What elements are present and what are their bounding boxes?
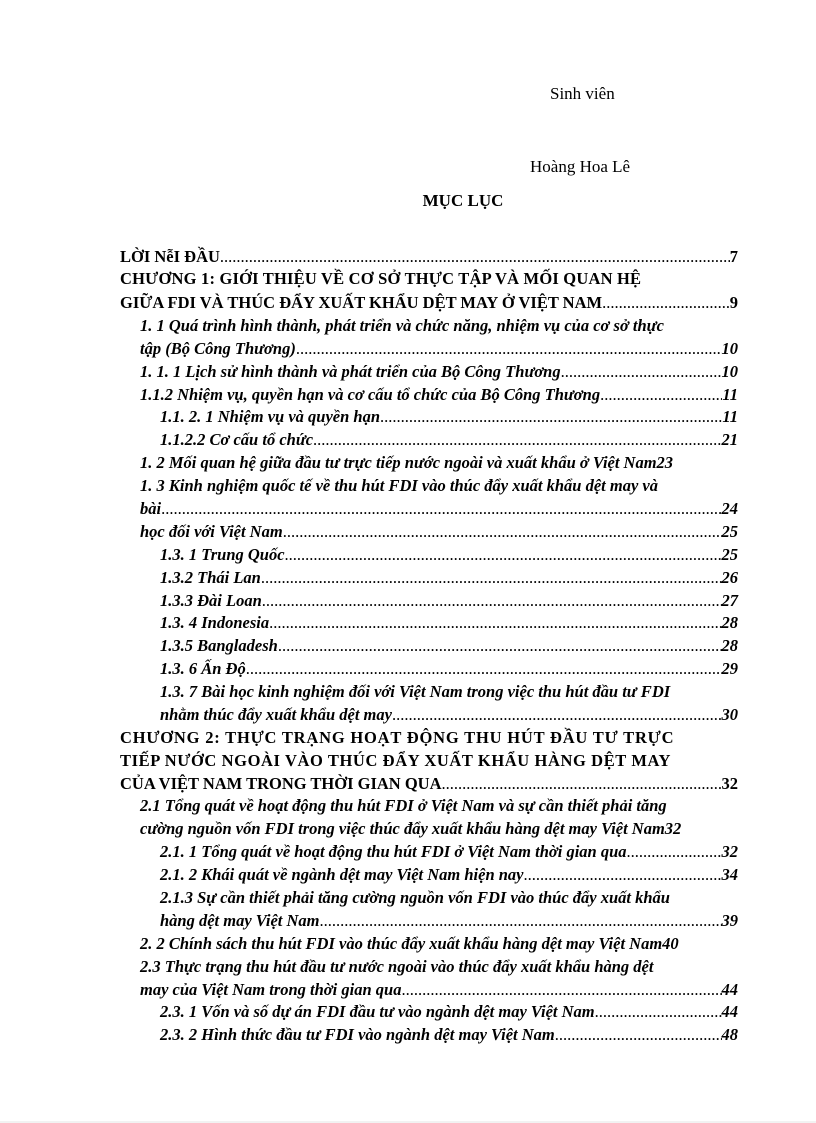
- toc-entry[interactable]: cường nguồn vốn FDI trong việc thúc đẩy xuất khẩu hàng dệt may Việt Nam32: [140, 819, 682, 838]
- toc-entry[interactable]: 2.1. 1 Tổng quát về hoạt động thu hút FDI ở Việt Nam thời gian qua ..... 32: [160, 840, 738, 863]
- toc-entry[interactable]: 1.1.2 Nhiệm vụ, quyền hạn và cơ cấu tổ chức của Bộ Công Thương ..... 11: [140, 383, 738, 406]
- toc-entry[interactable]: học đối với Việt Nam ..... 25: [140, 520, 738, 543]
- toc-entry[interactable]: 1. 2 Mối quan hệ giữa đầu tư trực tiếp nước ngoài và xuất khẩu ở Việt Nam23: [140, 453, 674, 472]
- toc-entry[interactable]: 2.3 Thực trạng thu hút đầu tư nước ngoài vào thúc đẩy xuất khẩu hàng dệt: [140, 957, 654, 976]
- toc-entry[interactable]: 1.1.2.2 Cơ cấu tổ chức ..... 21: [160, 428, 738, 451]
- page-title: MỤC LỤC: [422, 191, 504, 210]
- toc-entry[interactable]: CHƯƠNG 1: GIỚI THIỆU VỀ CƠ SỞ THỰC TẬP VÀ MỐI QUAN HỆ: [120, 269, 642, 288]
- toc-entry[interactable]: CHƯƠNG 2: THỰC TRẠNG HOẠT ĐỘNG THU HÚT ĐẦU TƯ TRỰC: [120, 728, 675, 747]
- toc-entry[interactable]: CỦA VIỆT NAM TRONG THỜI GIAN QUA ..... 32: [120, 772, 738, 795]
- toc-entry[interactable]: TIẾP NƯỚC NGOÀI VÀO THÚC ĐẨY XUẤT KHẨU HÀNG DỆT MAY: [120, 751, 672, 770]
- toc-entry[interactable]: 1.3.3 Đài Loan ..... 27: [160, 589, 738, 612]
- signature-role: Sinh viên: [550, 84, 615, 103]
- toc-entry[interactable]: 1. 1. 1 Lịch sử hình thành và phát triển của Bộ Công Thương ..... 10: [140, 360, 738, 383]
- toc-entry[interactable]: 1.3. 6 Ấn Độ ..... 29: [160, 657, 738, 680]
- toc-entry[interactable]: 2.1. 2 Khái quát về ngành dệt may Việt Nam hiện nay ..... 34: [160, 863, 738, 886]
- toc-entry[interactable]: 2.1 Tổng quát về hoạt động thu hút FDI ở Việt Nam và sự cần thiết phải tăng: [140, 796, 667, 815]
- toc-entry[interactable]: nhằm thúc đẩy xuất khẩu dệt may ..... 30: [160, 703, 738, 726]
- toc-entry[interactable]: 1.3. 4 Indonesia ..... 28: [160, 611, 738, 634]
- toc-entry[interactable]: tập (Bộ Công Thương) ..... 10: [140, 337, 738, 360]
- toc-entry[interactable]: bài ..... 24: [140, 497, 738, 520]
- signature-name: Hoàng Hoa Lê: [530, 157, 631, 176]
- toc-entry[interactable]: 2. 2 Chính sách thu hút FDI vào thúc đẩy xuất khẩu hàng dệt may Việt Nam40: [140, 934, 679, 953]
- toc-entry[interactable]: hàng dệt may Việt Nam ..... 39: [160, 909, 738, 932]
- toc-entry[interactable]: 1. 1 Quá trình hình thành, phát triển và chức năng, nhiệm vụ của cơ sở thực: [140, 316, 664, 335]
- toc-entry[interactable]: 1.3.2 Thái Lan ..... 26: [160, 566, 738, 589]
- toc-entry[interactable]: 1.3.5 Bangladesh ..... 28: [160, 634, 738, 657]
- toc-entry[interactable]: 1.3. 1 Trung Quốc ..... 25: [160, 543, 738, 566]
- toc-entry[interactable]: 2.3. 1 Vốn và số dự án FDI đầu tư vào ngành dệt may Việt Nam ..... 44: [160, 1000, 738, 1023]
- toc-entry[interactable]: GIỮA FDI VÀ THÚC ĐẨY XUẤT KHẨU DỆT MAY Ở VIỆT NAM ..... 9: [120, 291, 738, 314]
- toc-entry[interactable]: 1.3. 7 Bài học kinh nghiệm đối với Việt Nam trong việc thu hút đầu tư FDI: [160, 682, 671, 701]
- toc-entry[interactable]: may của Việt Nam trong thời gian qua ..... 44: [140, 978, 738, 1001]
- toc-entry[interactable]: LỜI NễI ĐẦU ..... 7: [120, 245, 738, 268]
- toc-entry[interactable]: 1.1. 2. 1 Nhiệm vụ và quyền hạn ..... 11: [160, 405, 738, 428]
- toc-entry[interactable]: 2.3. 2 Hình thức đầu tư FDI vào ngành dệt may Việt Nam ..... 48: [160, 1023, 738, 1046]
- toc-entry[interactable]: 2.1.3 Sự cần thiết phải tăng cường nguồn vốn FDI vào thúc đẩy xuất khẩu: [160, 888, 670, 907]
- toc-entry[interactable]: 1. 3 Kinh nghiệm quốc tế về thu hút FDI vào thúc đẩy xuất khẩu dệt may và: [140, 476, 658, 495]
